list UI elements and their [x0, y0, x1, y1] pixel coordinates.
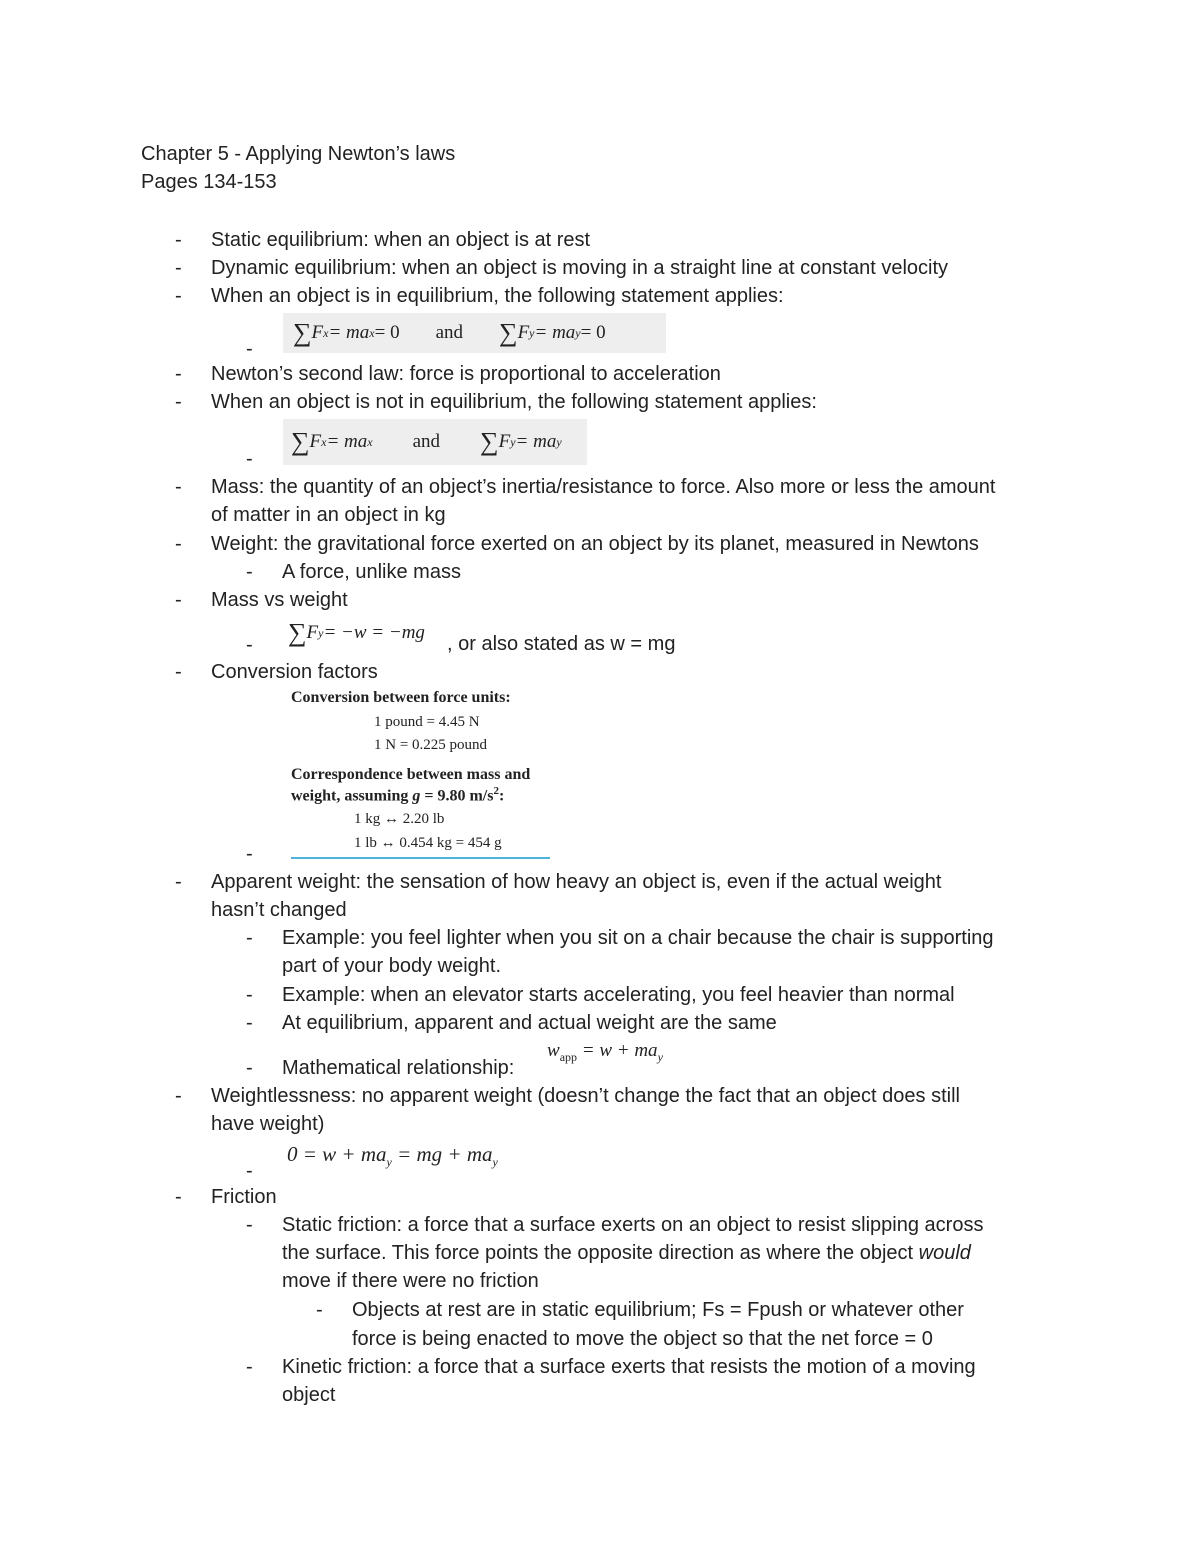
bullet-dash: - — [175, 476, 182, 498]
bullet-dash: - — [246, 1356, 253, 1378]
conversion-heading-mass-cont: weight, assuming g = 9.80 $m/s^2$: — [291, 785, 505, 805]
line-mass-vs-weight: Mass vs weight — [211, 589, 348, 611]
line-math-relationship: Mathematical relationship: — [282, 1057, 515, 1079]
bullet-dash: - — [246, 634, 253, 656]
conversion-row-kg: 1 kg ↔ 2.20 lb — [354, 811, 445, 827]
bullet-dash: - — [175, 391, 182, 413]
conversion-heading-force: Conversion between force units: — [291, 689, 511, 706]
bullet-dash: - — [246, 1057, 253, 1079]
bullet-dash: - — [175, 1085, 182, 1107]
line-kinetic-friction-cont: object — [282, 1384, 336, 1406]
bullet-dash: - — [175, 285, 182, 307]
line-apparent-weight-cont: hasn’t changed — [211, 899, 347, 921]
conversion-underline — [291, 857, 550, 859]
line-example-chair: Example: you feel lighter when you sit on a chair because the chair is supporting — [282, 927, 994, 949]
line-mass-definition-cont: of matter in an object in kg — [211, 504, 446, 526]
bullet-dash: - — [175, 533, 182, 555]
bullet-dash: - — [175, 229, 182, 251]
bullet-dash: - — [246, 561, 253, 583]
line-weight-definition: Weight: the gravitational force exerted on an object by its planet, measured in Newtons — [211, 533, 979, 555]
weightlessness-equation: $0 = w + ma_y$ = mg + $ma_y$ — [287, 1142, 498, 1170]
line-dynamic-equilibrium: Dynamic equilibrium: when an object is moving in a straight line at constant velocity — [211, 257, 949, 279]
bullet-dash: - — [246, 984, 253, 1006]
line-kinetic-friction: Kinetic friction: a force that a surface exerts that resists the motion of a moving — [282, 1356, 976, 1378]
line-static-equilibrium: Static equilibrium: when an object is at rest — [211, 229, 591, 251]
line-static-friction: Static friction: a force that a surface exerts on an object to resist slipping across — [282, 1214, 984, 1236]
line-static-friction-cont2: move if there were no friction — [282, 1270, 539, 1292]
bullet-dash: - — [246, 927, 253, 949]
bullet-dash: - — [175, 661, 182, 683]
bullet-dash: - — [175, 871, 182, 893]
non-equilibrium-equation: ∑ F x = ma x and ∑ F y = ma y — [283, 419, 587, 465]
line-stated-as: , or also stated as w = mg — [447, 633, 676, 655]
bullet-dash: - — [175, 257, 182, 279]
apparent-weight-equation: $w_{app} = w + ma_y$ — [547, 1040, 663, 1064]
conversion-row-newton: 1 N = 0.225 pound — [374, 737, 488, 753]
bullet-dash: - — [316, 1299, 323, 1321]
bullet-dash: - — [175, 363, 182, 385]
bullet-dash: - — [175, 1186, 182, 1208]
bullet-dash: - — [246, 1012, 253, 1034]
line-apparent-weight: Apparent weight: the sensation of how heavy an object is, even if the actual weight — [211, 871, 942, 893]
line-weightlessness-cont: have weight) — [211, 1113, 325, 1135]
conversion-heading-mass: Correspondence between mass and — [291, 766, 531, 783]
line-at-equilibrium: At equilibrium, apparent and actual weight are the same — [282, 1012, 777, 1034]
bullet-dash: - — [246, 1214, 253, 1236]
line-in-equilibrium: When an object is in equilibrium, the following statement applies: — [211, 285, 784, 307]
page-range: Pages 134-153 — [141, 171, 277, 193]
line-not-equilibrium: When an object is not in equilibrium, the following statement applies: — [211, 391, 817, 413]
bullet-dash: - — [246, 338, 253, 360]
line-objects-at-rest: Objects at rest are in static equilibrium; Fs = Fpush or whatever other — [352, 1299, 964, 1321]
bullet-dash: - — [175, 589, 182, 611]
line-conversion-factors: Conversion factors — [211, 661, 378, 683]
conversion-row-pound: 1 pound = 4.45 N — [374, 714, 480, 730]
line-example-chair-cont: part of your body weight. — [282, 955, 502, 977]
weight-equation: ∑ F y = −w = −mg — [288, 618, 425, 647]
bullet-dash: - — [246, 448, 253, 470]
line-example-elevator: Example: when an elevator starts accelerating, you feel heavier than normal — [282, 984, 955, 1006]
line-weightlessness: Weightlessness: no apparent weight (doesn’t change the fact that an object does still — [211, 1085, 960, 1107]
line-friction: Friction — [211, 1186, 277, 1208]
document-title: Chapter 5 - Applying Newton’s laws — [141, 143, 456, 165]
conversion-row-lb: 1 lb ↔ 0.454 kg = 454 g — [354, 835, 502, 851]
line-static-friction-cont: the surface. This force points the opposite direction as where the object would — [282, 1242, 971, 1264]
line-mass-definition: Mass: the quantity of an object’s inertia/resistance to force. Also more or less the amount — [211, 476, 996, 498]
equilibrium-equation: ∑ F x = ma x = 0 and ∑ F y = ma y = 0 — [283, 313, 666, 353]
line-newton-second-law: Newton’s second law: force is proportional to acceleration — [211, 363, 721, 385]
line-objects-at-rest-cont: force is being enacted to move the object so that the net force = 0 — [352, 1328, 933, 1350]
bullet-dash: - — [246, 1160, 253, 1182]
line-force-unlike-mass: A force, unlike mass — [282, 561, 461, 583]
bullet-dash: - — [246, 843, 253, 865]
